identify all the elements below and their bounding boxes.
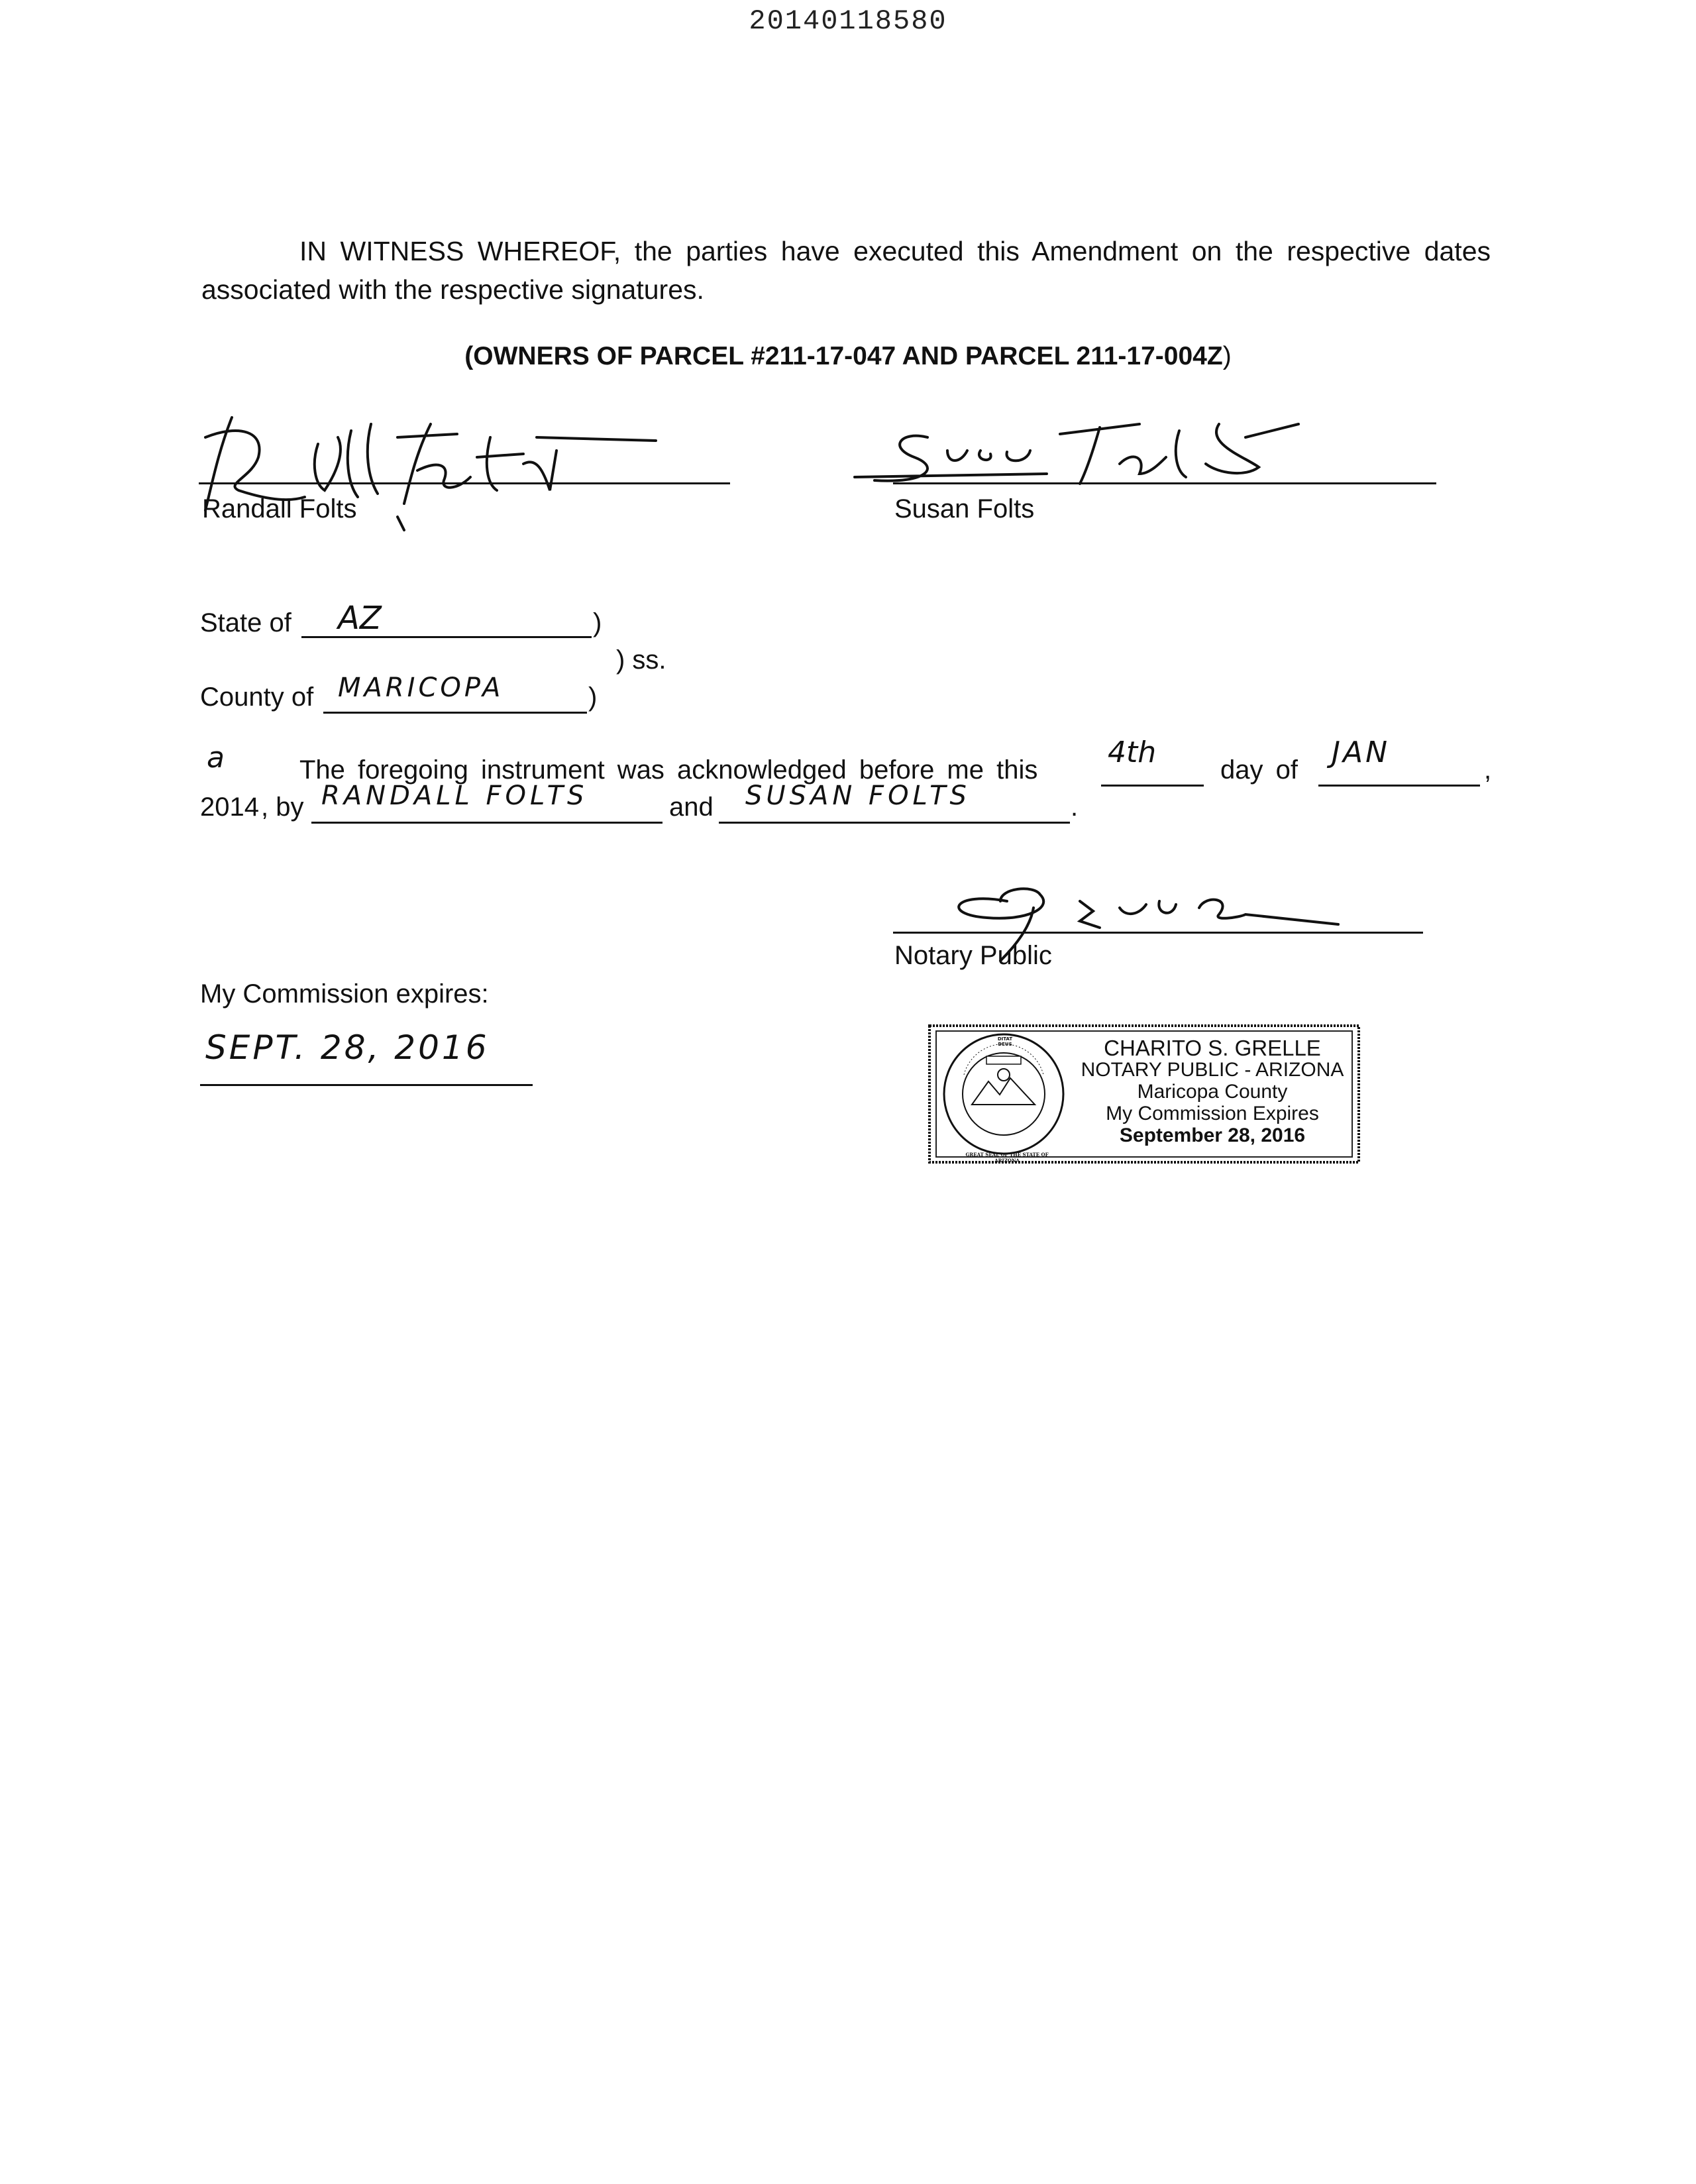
county-value: MARICOPA [338, 673, 504, 703]
susan-folts-signature [848, 411, 1352, 490]
witness-text: IN WITNESS WHEREOF, the parties have executed this Amendment on the respective dates associated with the respective signatures. [201, 236, 1491, 305]
day-of-label: day of [1220, 755, 1298, 785]
randall-signature-line [199, 482, 730, 484]
randall-name-label: Randall Folts [202, 494, 357, 523]
month-underline [1318, 785, 1480, 787]
state-close-paren: ) [593, 608, 602, 637]
parcel-heading-close: ) [1222, 342, 1232, 370]
susan-name-label: Susan Folts [894, 494, 1035, 523]
state-label: State of [200, 608, 292, 637]
ss-label: ) ss. [616, 645, 666, 675]
ack-name1: RANDALL FOLTS [321, 781, 588, 811]
notary-signature-line [893, 932, 1423, 934]
ack-initials: a [207, 741, 225, 775]
day-underline [1101, 785, 1204, 787]
seal-expires-label: My Commission Expires [1106, 1103, 1319, 1124]
ack-and: and [669, 792, 714, 822]
county-underline [323, 712, 587, 714]
seal-ring-text: GREAT SEAL OF THE STATE OF ARIZONA [965, 1152, 1049, 1164]
county-label: County of [200, 682, 314, 712]
ack-name2: SUSAN FOLTS [745, 781, 971, 811]
month-comma: , [1484, 755, 1492, 785]
seal-notary-name: CHARITO S. GRELLE [1104, 1036, 1321, 1060]
susan-signature-line [893, 482, 1436, 484]
commission-value: SEPT. 28, 2016 [205, 1028, 490, 1067]
ack-year: 2014 [200, 792, 259, 822]
ack-by: , by [261, 792, 304, 822]
county-close-paren: ) [588, 682, 598, 712]
seal-notary-title: NOTARY PUBLIC - ARIZONA [1081, 1059, 1344, 1081]
parcel-heading-text: (OWNERS OF PARCEL #211-17-047 AND PARCEL 211-17-004Z [464, 342, 1223, 370]
state-value: AZ [338, 600, 382, 637]
seal-county: Maricopa County [1137, 1081, 1288, 1103]
notary-public-label: Notary Public [894, 941, 1052, 970]
arizona-seal-emblem [944, 1034, 1063, 1154]
seal-text-block [1060, 1037, 1365, 1146]
seal-expires-date: September 28, 2016 [1119, 1124, 1306, 1146]
name1-underline [311, 822, 662, 824]
witness-paragraph [201, 232, 1491, 309]
document-number: 20140118580 [749, 5, 947, 37]
seal-motto: DITAT DEUS [997, 1036, 1013, 1047]
ack-period: . [1071, 792, 1079, 822]
parcel-heading [0, 342, 1696, 371]
ack-text: The foregoing instrument was acknowledged before me this [299, 755, 1038, 785]
name2-underline [719, 822, 1070, 824]
commission-label: My Commission expires: [200, 979, 489, 1009]
month-value: JAN [1332, 736, 1390, 769]
day-value: 4th [1108, 736, 1157, 769]
commission-underline [200, 1084, 533, 1086]
